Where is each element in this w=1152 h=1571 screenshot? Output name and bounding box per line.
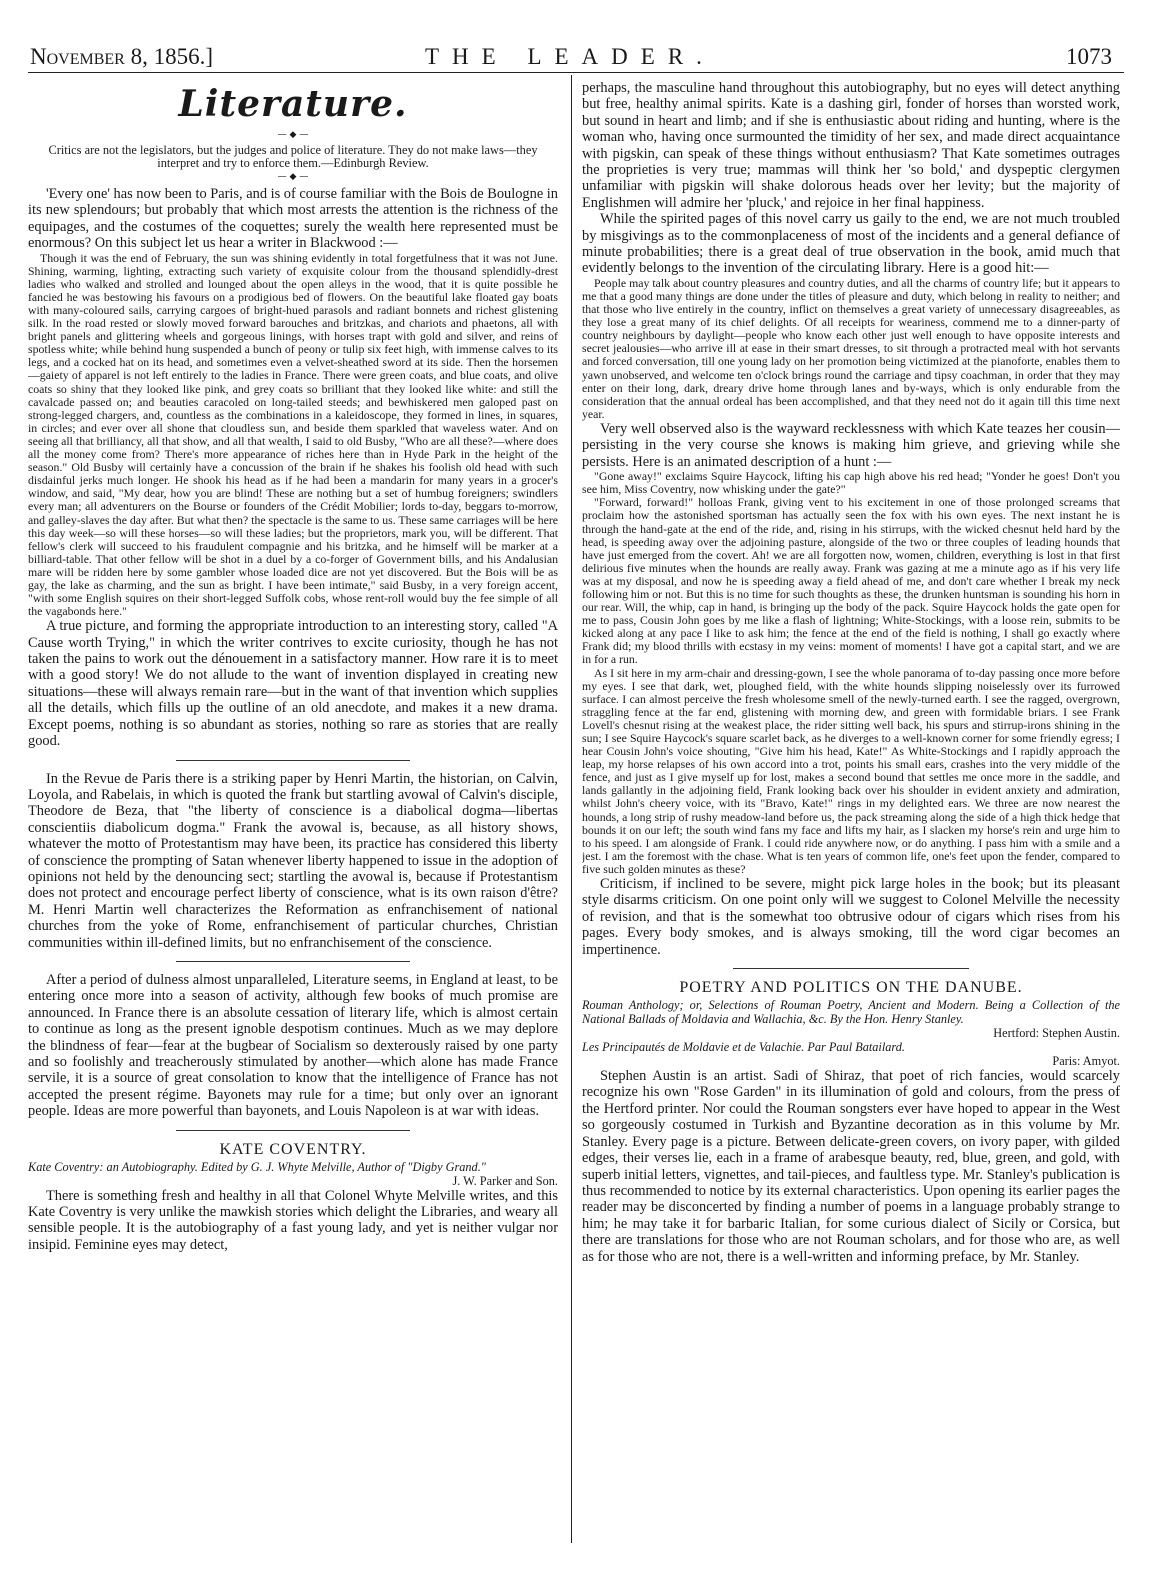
rouman-anthology-biblio: [582, 998, 1120, 1040]
paragraph-paris: 'Every one' has now been to Paris, and is of course familiar with the Bois de Boulogne in its new splendours; but probably that which most arrests the attention is the richness of the equipages, and the costumes of the coquettes; surely the wealth here represented must be enormous? On this subject let us hear a writer in Blackwood :—: [28, 186, 558, 252]
masthead-rule: [28, 72, 1124, 73]
paragraph-revue-de-paris: In the Revue de Paris there is a striking paper by Henri Martin, the historian, on Calvin, Loyola, and Rabelais, in which is quoted the frank but startling avowal of Calvin's disciple, Theodore de Beza, that "the liberty of conscience is a diabolical dogma—libertas conscientiis diabolicum dogma." Frank the avowal is, because, as all history shows, whatever the motto of Protestantism may have been, its practice has considered this liberty of conscience the prompting of Satan whenever liberty happened to issue in the adoption of opinions not held by the denouncing sect; startling the avowal is, because if Protestantism does not protect and encourage perfect liberty of conscience, what is its own raison d'être? M. Henri Martin well characterizes the Reformation as enfranchisement of national churches from the yoke of Rome, enfranchisement of particular churches, Christian communities within ill-defined limits, but no enfranchisement of the conscience.: [28, 770, 558, 951]
quote-armchair: As I sit here in my arm-chair and dressing-gown, I see the whole panorama of to-day passing once more before my eyes. I see that dark, wet, ploughed field, with the white hounds slipping noiselessly over its furrowed surface. I can almost perceive the fresh wholesome smell of the newly-turned earth. I see the ragged, overgrown, straggling fence at the far end, glistening with morning dew, and green with formidable briars. I see Frank Lovell's chesnut rising at the weakest place, the rider sitting well back, his spurs and stirrup-irons shining in the sun; I see Squire Haycock's square scarlet back, as he diverges to a well-known corner for some friendly egress; I hear Cousin John's voice shouting, "Give him his head, Kate!" As White-Stockings and I rapidly approach the leap, my horse relapses of his own accord into a trot, points his small ears, crashes into the very middle of the fence, and just as I give myself up for lost, makes a second bound that settles me once more in the saddle, and lands gallantly in the adjoining field, Frank looking back over his shoulder in evident anxiety and admiration, whilst John's cheery voice, with its "Bravo, Kate!" rings in my delighted ears. We three are now nearest the hounds, a long strip of rushy meadow-land before us, the pack streaming along the side of a high thick hedge that bounds it on our left; the south wind fans my face and lifts my hair, as I slacken my horse's rein and urge him to to his speed. I am alongside of Frank. I could ride anywhere now, or do anything. I pass him with a smile and a jest. I am the foremost with the chase. What is ten years of common life, one's feet upon the fender, compared to five such golden minutes as these?: [582, 665, 1120, 876]
ornament-divider: — ◆ —: [277, 130, 309, 140]
poetry-politics-title: POETRY AND POLITICS ON THE DANUBE.: [679, 979, 1023, 997]
kate-coventry-title: KATE COVENTRY.: [219, 1140, 367, 1158]
paragraph-stephen-austin: Stephen Austin is an artist. Sadi of Shiraz, that poet of rich fancies, would scarcely recognize his own "Rose Garden" in its illumination of gold and colours, from the press of the Hertford printer. Nor could the Rouman songsters ever have hoped to appear in the West so gorgeously costumed in Turkish and Byzantine decoration as in this volume by Mr. Stanley. Every page is a picture. Between delicate-green covers, on ivory paper, with gilded edges, their verses lie, each in a frame of arabesque beauty, red, blue, green, and gold, with superb initial letters, vignettes, and tail-pieces, and faultless type. Mr. Stanley's publication is thus recommended to notice by its external characteristics. Upon opening its earlier pages the reader may be disconcerted by finding a number of poems in a language probably strange to him; he may take it for barbaric Italian, for some curious dialect of Sicily or Corsica, but there are translations for those who are not Rouman scholars, and for those who are, as well as for those who are not, there is a well-written and informing preface, by Mr. Stanley.: [582, 1068, 1120, 1265]
epigraph: Critics are not the legislators, but the judges and police of literature. They do not make laws—they interpret and try to enforce them.—Edinburgh Review.: [48, 143, 538, 170]
quote-forward: "Forward, forward!" holloas Frank, giving vent to his excitement in one of those prolonged screams that proclaim how the astonished sportsman has actually seen the fox with his own eyes. The next instant he is through the hand-gate at the end of the ride, and, rising in his stirrups, with the wicked chesnut held hard by the head, is speeding away over the adjoining pasture, alongside of the two or three couples of leading hounds that have just emerged from the covert. Ah! we are all forgotten now, women, children, everything is lost in that first delirious five minutes when the hounds are really away. Frank was gazing at me a minute ago as if his very life was at my disposal, and now he is speeding away a field ahead of me, and don't care whether I break my neck following him or not. But this is no time for such thoughts as these, the drunken huntsman is sounding his horn in our rear. Will, the whip, cap in hand, is bringing up the body of the pack. Squire Haycock holds the gate open for me to pass, Cousin John goes by me like a flash of lightning; White-Stockings, with a loose rein, submits to be kicked along at any pace I like to ask him; the fence at the end of the field is nothing, I shall go exactly where Frank did; my blood thrills with ecstasy in my veins: moment of moments! I have got a capital start, and we are in for a run.: [582, 495, 1120, 667]
divider-rule-4: [733, 968, 970, 969]
divider-rule-3: [176, 1130, 409, 1131]
biblio1-publisher: Hertford: Stephen Austin.: [993, 1026, 1120, 1041]
kate-biblio-publisher: J. W. Parker and Son.: [452, 1173, 558, 1188]
principautes-biblio: [582, 1040, 1120, 1068]
left-column: [28, 80, 558, 1542]
divider-rule-2: [176, 961, 409, 962]
paragraph-criticism: Criticism, if inclined to be severe, might pick large holes in the book; but its pleasant style disarms criticism. On one point only will we suggest to Colonel Melville the necessity of revision, and that is the somewhat too obtrusive odour of cigars which rises from his pages. Every body smokes, and is always smoking, till the word cigar becomes an impertinence.: [582, 876, 1120, 958]
paragraph-dulness: After a period of dulness almost unparalleled, Literature seems, in England at least, to be entering once more into a season of activity, although few books of much promise are announced. In France there is an absolute cessation of literary life, which is almost certain to continue as long as the present ignoble despotism continues. Much as we may deplore the blindness of fear—fear at the bugbear of Socialism so dexterously raised by one party and so foolishly and treacherously stimulated by another—which alone has made France servile, it is a source of great consolation to know that the intelligence of France has not accepted the present régime. Bayonets may rule for a time; but only over an ignorant people. Ideas are more powerful than bayonets, and Louis Napoleon is at war with ideas.: [28, 971, 558, 1120]
masthead-title: THE LEADER.: [425, 44, 715, 69]
ornament-divider-2: — ◆ —: [277, 172, 309, 182]
kate-biblio-text: Kate Coventry: an Autobiography. Edited by G. J. Whyte Melville, Author of "Digby Grand.": [28, 1159, 486, 1174]
paragraph-kate-1: There is something fresh and healthy in all that Colonel Whyte Melville writes, and this Kate Coventry is very unlike the mawkish stories which delight the Libraries, and weary all sensible people. It is the autobiography of a fast young lady, and yet is neither vulgar nor insipid. Feminine eyes may detect,: [28, 1187, 558, 1253]
paragraph-true-picture: A true picture, and forming the appropriate introduction to an interesting story, called "A Cause worth Trying," in which the writer contrives to excite curiosity, though he has not taken the pains to work out the dénouement in a satisfactory manner. How rare it is to meet with a good story! We do not allude to the want of invention displayed in creating new situations—these will always remain rare—but in the want of that invention which supplies all the details, which fills up the outline of an old anecdote, and makes it a new drama. Except poems, nothing is so abundant as stories, nothing so rare as stories that are really good.: [28, 618, 558, 750]
biblio2-text: Les Principautés de Moldavie et de Valachie. Par Paul Batailard.: [582, 1040, 905, 1055]
column-divider: [571, 75, 572, 1543]
quote-blackwood: Though it was the end of February, the sun was shining evidently in total forgetfulness that it was not June. Shining, warming, lighting, extracting such variety of exquisite colour from the thousand splendidly-drest ladies who walked and strolled and lounged about the open alleys in the wood, that it is quite possible he fancied he was bestowing his favours on a prodigious bed of flowers. On the beautiful lake floated gay boats with many-coloured sails, carrying cargoes of bright-hued parasols and radiant bonnets and richest glistening silk. In the road rested or slowly moved forward barouches and britzkas, and chariots and phaetons, all with bright panels and glittering wheels and gorgeous linings, with horses trapt with gold and silver, and reins of spotless white; while behind hung suspended a bunch of peony or tulip six feet high, with immense calves to its legs, and a cocked hat on its head, and sometimes even a velvet-sheathed sword at its side. Then the horsemen—gaiety of apparel is not left entirely to the ladies in France. There were green coats, and blue coats, and olive coats so shiny that they looked like pink, and grey coats so brilliant that they looked like white: and still the cavalcade passed on; and beauties caracoled on long-tailed steeds; and bewhiskered men galoped past on strong-legged chargers, and, countless as the combinations in a kaleidoscope, they formed in lines, in squares, in circles; and ever over all shone that cloudless sun, and beside them sparkled that waveless water. And on seeing all that brilliancy, all that show, and all that wealth, I said to old Busby, "Who are all these?—where does all the money come from? There's more appearance of riches here than in Hyde Park in the height of the season." Old Busby will certainly have a concussion of the brain if he shakes his foolish old head with such disdainful jerks much longer. He shook his head as if he had been a mandarin for many years in a grocer's window, and said, "My dear, how you are blind! These are nothing but a set of humbug foreigners; swindlers every man; all adventurers on the Bourse or founders of the Crédit Mobilier; lords to-day, beggars to-morrow, and galley-slaves the day after. But what then? the spectacle is the same to us. These same carriages will be here this day week—so will these horses—so will these ladies; but the proprietors, mark you, will be different. That fellow's clerk will succeed to his fraudulent compagnie and his britzka, and he himself will be marker at a billiard-table. That other fellow will be shot in a duel by a co-forger of Government bills, and his Andalusian mare will be ridden here by some gambler whose loaded dice are not yet discovered. But the Bois will be as gay, the lake as charming, and the sun as bright. I have been intimate," said Busby, in a very foreign accent, "with some English squires on their short-legged Suffolk cobs, whose rent-roll would buy the fee simple of all the vagabonds here.": [28, 250, 558, 619]
biblio1-text: Rouman Anthology; or, Selections of Rouman Poetry, Ancient and Modern. Being a Collection of the National Ballads of Moldavia and Wallachia, &c. By the Hon. Henry Stanley.: [582, 998, 1120, 1027]
paragraph-wayward: Very well observed also is the wayward recklessness with which Kate teazes her cousin—persisting in the very course she knows is making him grieve, and grieving while she persists. Here is an animated description of a hunt :—: [582, 420, 1120, 470]
quote-country-life: People may talk about country pleasures and country duties, and all the charms of country life; but it appears to me that a good many things are done under the titles of pleasure and duty, which belong in reality to neither; and that those who live entirely in the country, inflict on themselves a great variety of unnecessary disagreeables, as they lose a great many of its chief delights. Of all receipts for weariness, commend me to a dinner-party of country neighbours by daylight—people who know each other just well enough to have opposite interests and secret jealousies—who arrive ill at ease in their smart dresses, to sit through a protracted meal with hot servants and forced conversation, till one young lady on her promotion being victimized at the pianoforte, enables them to yawn unobserved, and welcome ten o'clock brings round the carriage and tipsy coachman, in order that they may enter on their long, dark, dreary drive home through lanes and by-ways, which is only endurable from the consideration that the annual ordeal has been accomplished, and that they need not do it again till this time next year.: [582, 275, 1120, 421]
paragraph-kate-continued: perhaps, the masculine hand throughout this autobiography, but no eyes will detect anything but free, healthy animal spirits. Kate is a dashing girl, fonder of horses than worsted work, but sound in heart and limb; and if she is enthusiastic about riding and hunting, where is the woman who, having once surmounted the timidity of her sex, and made direct acquaintance with pigskin, can speak of these things without enthusiasm? That Kate sometimes outrages the proprieties is very true; mammas will think her 'so bold,' and dyspeptic clergymen unfamiliar with pigskin will shake dolorous heads over her levity; but the majority of Englishmen will admire her 'pluck,' and rejoice in her final happiness.: [582, 80, 1120, 211]
paragraph-spirited-pages: While the spirited pages of this novel carry us gaily to the end, we are not much troubled by misgivings as to the commonplaceness of most of the incidents and a general defiance of minute probabilities; there is a great deal of true observation in the book, amid much that evidently belongs to the invention of the circulating library. Here is a good hit:—: [582, 211, 1120, 277]
page-number: 1073: [1066, 44, 1112, 69]
quote-gone-away: "Gone away!" exclaims Squire Haycock, lifting his cap high above his red head; "Yonder he goes! Don't you see him, Miss Coventry, now whisking under the gate?": [582, 469, 1120, 497]
kate-coventry-biblio: [28, 1160, 558, 1188]
masthead-date: November 8, 1856.]: [30, 44, 213, 69]
right-column: [582, 80, 1120, 1542]
biblio2-publisher: Paris: Amyot.: [1052, 1054, 1120, 1069]
divider-rule: [176, 760, 409, 761]
section-heading-literature: Literature.: [178, 83, 408, 125]
